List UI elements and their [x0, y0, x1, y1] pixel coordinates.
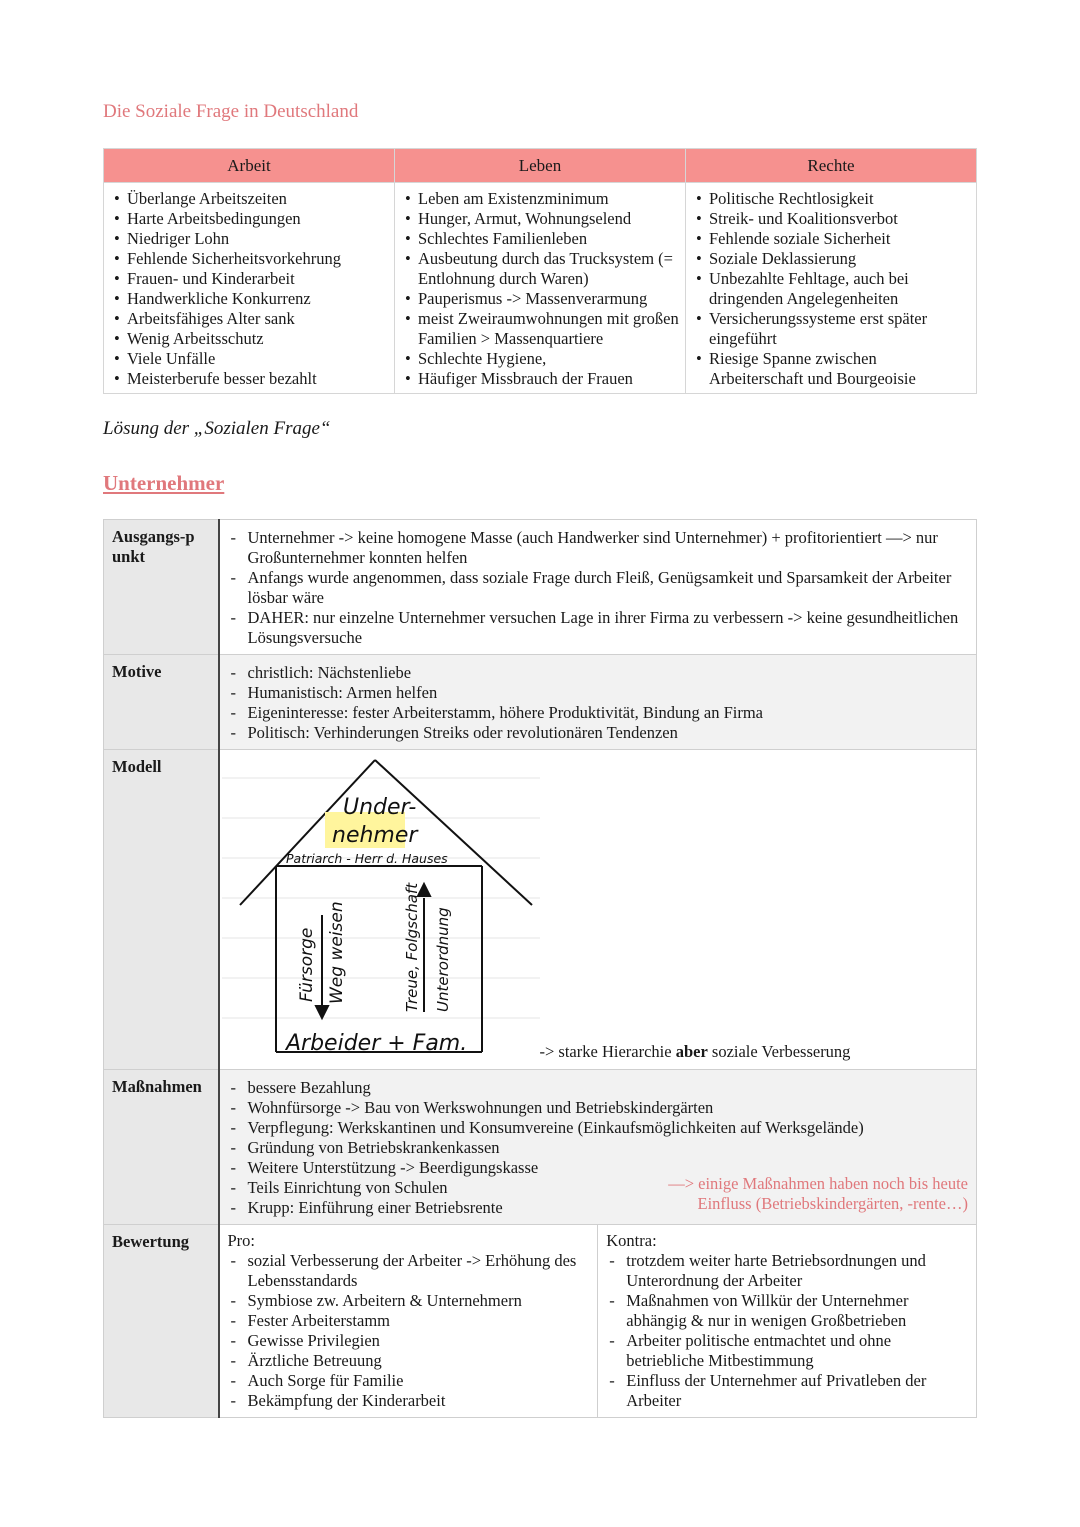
floor-text: Arbeider + Fam.	[285, 1031, 467, 1056]
bullet-list	[108, 189, 390, 389]
list-item: • Riesige Spanne zwischen Arbeiterschaft und Bourgeoisie	[690, 349, 972, 389]
page-title: Die Soziale Frage in Deutschland	[103, 101, 359, 122]
list-item: • Pauperismus -> Massenverarmung	[399, 289, 681, 309]
row-label-text: Ausgangs-punkt	[112, 527, 195, 566]
list-item: • Hunger, Armut, Wohnungselend	[399, 209, 681, 229]
massnahmen-note-line-2: Einfluss (Betriebskindergärten, -rente…)	[697, 1194, 968, 1213]
row-label: Motive	[104, 655, 219, 750]
list-item: • Wenig Arbeitsschutz	[108, 329, 390, 349]
row-motive	[104, 655, 977, 750]
column-rechte	[686, 183, 977, 394]
list-item: • Frauen- und Kinderarbeit	[108, 269, 390, 289]
list-item: • Soziale Deklassierung	[690, 249, 972, 269]
list-item: - Arbeiter politische entmachtet und ohne betriebliche Mitbestimmung	[606, 1331, 968, 1371]
row-label: Modell	[104, 750, 219, 1070]
list-item: • Unbezahlte Fehltage, auch bei dringenden Angelegenheiten	[690, 269, 972, 309]
row-content	[219, 520, 977, 655]
list-item: • Streik- und Koalitionsverbot	[690, 209, 972, 229]
row-massnahmen	[104, 1070, 977, 1225]
unternehmer-table	[103, 519, 977, 1418]
list-item: - trotzdem weiter harte Betriebsordnungen und Unterordnung der Arbeiter	[606, 1251, 968, 1291]
list-item: - Symbiose zw. Arbeitern & Unternehmern	[228, 1291, 590, 1311]
row-content	[219, 1225, 977, 1418]
list-item: • Fehlende soziale Sicherheit	[690, 229, 972, 249]
list-item: - Maßnahmen von Willkür der Unternehmer abhängig & nur in wenigen Großbetrieben	[606, 1291, 968, 1331]
row-label: Bewertung	[104, 1225, 219, 1418]
list-item: • Versicherungssysteme erst später eingeführt	[690, 309, 972, 349]
bullet-list	[399, 189, 681, 389]
column-header-leben: Leben	[395, 149, 686, 183]
list-item: • Häufiger Missbrauch der Frauen	[399, 369, 681, 389]
list-item: - bessere Bezahlung	[228, 1078, 969, 1098]
massnahmen-note	[668, 1174, 968, 1214]
roof-text-2: nehmer	[331, 823, 417, 848]
pro-column	[220, 1225, 598, 1417]
list-item: • Ausbeutung durch das Trucksystem (= Entlohnung durch Waren)	[399, 249, 681, 289]
list-item: - Einfluss der Unternehmer auf Privatleben der Arbeiter	[606, 1371, 968, 1411]
row-modell	[104, 750, 977, 1070]
row-bewertung	[104, 1225, 977, 1418]
model-diagram-cell	[219, 750, 977, 1070]
list-item: - Politisch: Verhinderungen Streiks oder revolutionären Tendenzen	[228, 723, 969, 743]
overview-table	[103, 148, 977, 394]
up-text-2: Unterordnung	[433, 907, 452, 1012]
model-note-suffix: soziale Verbesserung	[707, 1042, 851, 1061]
column-leben	[395, 183, 686, 394]
list-item: - Wohnfürsorge -> Bau von Werkswohnungen und Betriebskindergärten	[228, 1098, 969, 1118]
list-item: • Fehlende Sicherheitsvorkehrung	[108, 249, 390, 269]
section-title: Unternehmer	[103, 471, 225, 495]
row-content	[219, 1070, 977, 1225]
list-item: - Gründung von Betriebskrankenkassen	[228, 1138, 969, 1158]
up-text-1: Treue, Folgschaft	[402, 882, 421, 1012]
evaluation-columns	[220, 1225, 977, 1417]
subheading: Lösung der „Sozialen Frage“	[103, 418, 331, 439]
list-item: - Bekämpfung der Kinderarbeit	[228, 1391, 590, 1411]
list-item: • Arbeitsfähiges Alter sank	[108, 309, 390, 329]
massnahmen-note-line-1: —> einige Maßnahmen haben noch bis heute	[668, 1174, 968, 1193]
list-item: • Politische Rechtlosigkeit	[690, 189, 972, 209]
row-label: Maßnahmen	[104, 1070, 219, 1225]
list-item: - Verpflegung: Werkskantinen und Konsumvereine (Einkaufsmöglichkeiten auf Werksgelände)	[228, 1118, 969, 1138]
list-item: • meist Zweiraumwohnungen mit großen Familien > Massenquartiere	[399, 309, 681, 349]
list-item: • Niedriger Lohn	[108, 229, 390, 249]
contra-title: Kontra:	[606, 1231, 657, 1250]
dash-list	[228, 663, 969, 743]
list-item: • Viele Unfälle	[108, 349, 390, 369]
dash-list	[606, 1251, 968, 1411]
list-item: - Krupp: Einführung einer Betriebsrente	[228, 1198, 969, 1218]
dash-list	[228, 1251, 590, 1411]
contra-column	[597, 1225, 976, 1417]
list-item: - Gewisse Privilegien	[228, 1331, 590, 1351]
list-item: • Handwerkliche Konkurrenz	[108, 289, 390, 309]
list-item: • Harte Arbeitsbedingungen	[108, 209, 390, 229]
house-diagram	[220, 750, 977, 1070]
list-item: • Überlange Arbeitszeiten	[108, 189, 390, 209]
list-item: - DAHER: nur einzelne Unternehmer versuchen Lage in ihrer Firma zu verbessern -> keine gesundheitlichen Lösungsversuche	[228, 608, 969, 648]
model-note-prefix: -> starke Hierarchie	[539, 1042, 676, 1061]
list-item: - Teils Einrichtung von Schulen	[228, 1178, 969, 1198]
model-note-bold: aber	[675, 1042, 708, 1061]
list-item: - Ärztliche Betreuung	[228, 1351, 590, 1371]
list-item: - Eigeninteresse: fester Arbeiterstamm, höhere Produktivität, Bindung an Firma	[228, 703, 969, 723]
dash-list	[228, 528, 969, 648]
list-item: - sozial Verbesserung der Arbeiter -> Erhöhung des Lebensstandards	[228, 1251, 590, 1291]
list-item: - Unternehmer -> keine homogene Masse (auch Handwerker sind Unternehmer) + profitorientiert —> nur Großunternehmer konnten helfen	[228, 528, 969, 568]
row-content	[219, 655, 977, 750]
roof-caption: Patriarch - Herr d. Hauses	[285, 851, 448, 866]
list-item: • Meisterberufe besser bezahlt	[108, 369, 390, 389]
row-ausgangspunkt	[104, 520, 977, 655]
list-item: - Auch Sorge für Familie	[228, 1371, 590, 1391]
list-item: - Weitere Unterstützung -> Beerdigungskasse	[228, 1158, 969, 1178]
list-item: • Leben am Existenzminimum	[399, 189, 681, 209]
pro-title: Pro:	[227, 1231, 256, 1250]
column-header-rechte: Rechte	[686, 149, 977, 183]
column-header-arbeit: Arbeit	[104, 149, 395, 183]
list-item: - Humanistisch: Armen helfen	[228, 683, 969, 703]
model-note	[540, 1042, 851, 1062]
list-item: - christlich: Nächstenliebe	[228, 663, 969, 683]
row-label	[104, 520, 219, 655]
list-item: - Fester Arbeiterstamm	[228, 1311, 590, 1331]
down-text-2: Weg weisen	[326, 901, 347, 1004]
column-arbeit	[104, 183, 395, 394]
down-text-1: Fürsorge	[296, 927, 317, 1002]
list-item: • Schlechtes Familienleben	[399, 229, 681, 249]
roof-text-1: Under-	[342, 795, 416, 820]
bullet-list	[690, 189, 972, 389]
list-item: - Anfangs wurde angenommen, dass soziale Frage durch Fleiß, Genügsamkeit und Sparsamkeit der Arbeiter lösbar wäre	[228, 568, 969, 608]
list-item: • Schlechte Hygiene,	[399, 349, 681, 369]
